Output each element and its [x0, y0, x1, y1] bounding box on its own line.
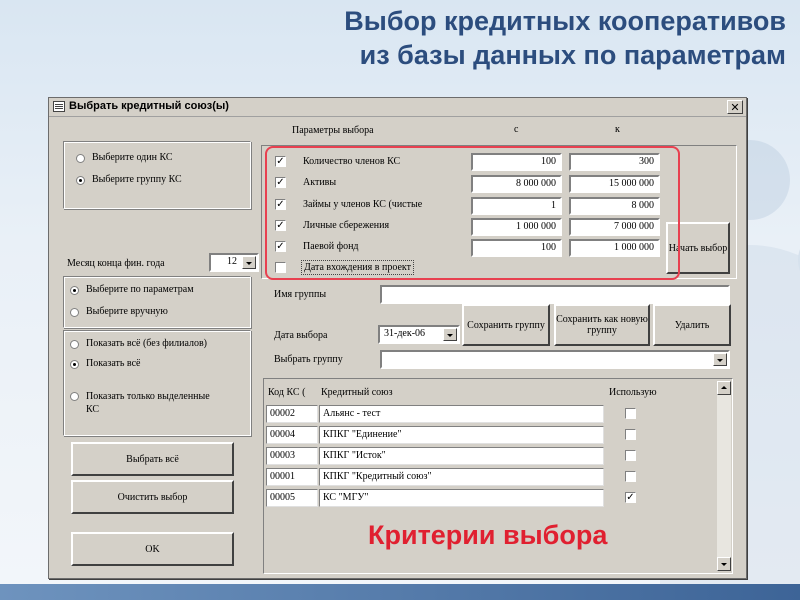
param-from-assets[interactable]: 8 000 000 [471, 175, 562, 193]
fiscal-month-value: 12 [227, 256, 237, 267]
param-to-share-fund[interactable]: 1 000 000 [569, 239, 660, 257]
param-to-assets[interactable]: 15 000 000 [569, 175, 660, 193]
slide-footer-bar [0, 584, 800, 600]
radio-group-ks[interactable] [76, 176, 85, 185]
param-to-loans[interactable]: 8 000 [569, 197, 660, 215]
save-as-new-group-button[interactable]: Сохранить как новую группу [554, 304, 650, 346]
param-from-loans[interactable]: 1 [471, 197, 562, 215]
form-icon [53, 101, 65, 112]
radio-show-selected-label: Показать только выделенные КС [86, 391, 210, 415]
window-title: Выбрать кредитный союз(ы) [69, 100, 229, 112]
delete-button[interactable]: Удалить [653, 304, 731, 346]
params-header: Параметры выбора [292, 125, 374, 136]
radio-show-selected[interactable] [70, 392, 79, 401]
param-checkbox-savings[interactable]: ✓ [276, 220, 285, 231]
param-checkbox-assets[interactable]: ✓ [276, 177, 285, 188]
param-label-assets: Активы [303, 177, 337, 188]
radio-by-params[interactable] [70, 286, 79, 295]
dialog-window [48, 97, 747, 579]
table-cell-code[interactable]: 00003 [266, 447, 318, 465]
group-name-input[interactable] [380, 285, 730, 304]
radio-show-all-label: Показать всё [86, 358, 141, 369]
table-cell-code[interactable]: 00001 [266, 468, 318, 486]
close-icon: ✕ [730, 101, 740, 114]
radio-show-all-no-branches[interactable] [70, 340, 79, 349]
table-cell-code[interactable]: 00002 [266, 405, 318, 423]
param-from-savings[interactable]: 1 000 000 [471, 218, 562, 236]
param-to-savings[interactable]: 7 000 000 [569, 218, 660, 236]
param-label-join-date: Дата вхождения в проект [301, 260, 414, 275]
params-col-to: к [615, 124, 620, 135]
param-from-share-fund[interactable]: 100 [471, 239, 562, 257]
table-cell-name[interactable]: КПКГ "Единение" [319, 426, 604, 444]
date-label: Дата выбора [274, 330, 328, 341]
param-label-share-fund: Паевой фонд [303, 241, 359, 252]
param-label-members: Количество членов КС [303, 156, 401, 167]
ok-button[interactable]: OK [71, 532, 234, 566]
table-cell-name[interactable]: КПКГ "Кредитный союз" [319, 468, 604, 486]
radio-by-params-label: Выберите по параметрам [86, 284, 194, 295]
choose-group-label: Выбрать группу [274, 354, 343, 365]
chevron-down-icon[interactable] [713, 353, 727, 366]
date-select[interactable] [378, 325, 460, 344]
param-from-members[interactable]: 100 [471, 153, 562, 171]
col-header-use: Использую [609, 387, 657, 398]
col-header-name: Кредитный союз [321, 387, 393, 398]
radio-manual-label: Выберите вручную [86, 306, 168, 317]
table-cell-name[interactable]: Альянс - тест [319, 405, 604, 423]
radio-group-ks-label: Выберите группу КС [92, 174, 182, 185]
criteria-caption: Критерии выбора [368, 520, 608, 550]
radio-one-ks-label: Выберите один КС [92, 152, 173, 163]
window-titlebar[interactable] [49, 98, 746, 117]
param-to-members[interactable]: 300 [569, 153, 660, 171]
criteria-highlight [265, 146, 680, 280]
param-label-loans: Займы у членов КС (чистые [303, 199, 423, 210]
slide-title-line-1: Выбор кредитных кооперативов [344, 6, 786, 36]
chevron-down-icon[interactable] [443, 328, 457, 341]
select-mode-group [63, 276, 251, 328]
table-cell-code[interactable]: 00005 [266, 489, 318, 507]
fiscal-month-select[interactable] [209, 253, 259, 272]
table-row-use-checkbox[interactable] [625, 408, 636, 419]
ks-choice-group [63, 141, 251, 209]
radio-show-all[interactable] [70, 360, 79, 369]
radio-show-all-no-branches-label: Показать всё (без филиалов) [86, 338, 208, 349]
radio-manual[interactable] [70, 308, 79, 317]
table-scrollbar[interactable] [717, 381, 731, 571]
slide-title [344, 4, 786, 72]
param-checkbox-share-fund[interactable]: ✓ [276, 241, 285, 252]
fiscal-month-label: Месяц конца фин. года [67, 258, 165, 269]
save-group-button[interactable]: Сохранить группу [462, 304, 550, 346]
table-row-use-checkbox[interactable]: ✓ [626, 492, 635, 503]
close-button[interactable] [727, 100, 743, 114]
clear-selection-button[interactable]: Очистить выбор [71, 480, 234, 514]
table-row-use-checkbox[interactable] [625, 471, 636, 482]
table-cell-name[interactable]: КС "МГУ" [319, 489, 604, 507]
choose-group-select[interactable] [380, 350, 730, 369]
col-header-code: Код КС ( [268, 387, 306, 398]
start-selection-button[interactable]: Начать выбор [666, 222, 730, 274]
slide-title-line-2: из базы данных по параметрам [359, 40, 786, 70]
table-row-use-checkbox[interactable] [625, 450, 636, 461]
table-cell-code[interactable]: 00004 [266, 426, 318, 444]
table-row-use-checkbox[interactable] [625, 429, 636, 440]
scroll-down-icon[interactable] [717, 557, 731, 571]
date-value: 31-дек-06 [384, 328, 426, 339]
group-name-label: Имя группы [274, 289, 327, 300]
table-cell-name[interactable]: КПКГ "Исток" [319, 447, 604, 465]
chevron-down-icon[interactable] [242, 256, 256, 269]
param-label-savings: Личные сбережения [303, 220, 390, 231]
show-mode-group [63, 330, 251, 436]
scroll-up-icon[interactable] [717, 381, 731, 395]
param-checkbox-loans[interactable]: ✓ [276, 199, 285, 210]
params-col-from: с [514, 124, 519, 135]
select-all-button[interactable]: Выбрать всё [71, 442, 234, 476]
param-checkbox-members[interactable]: ✓ [276, 156, 285, 167]
radio-one-ks[interactable] [76, 154, 85, 163]
